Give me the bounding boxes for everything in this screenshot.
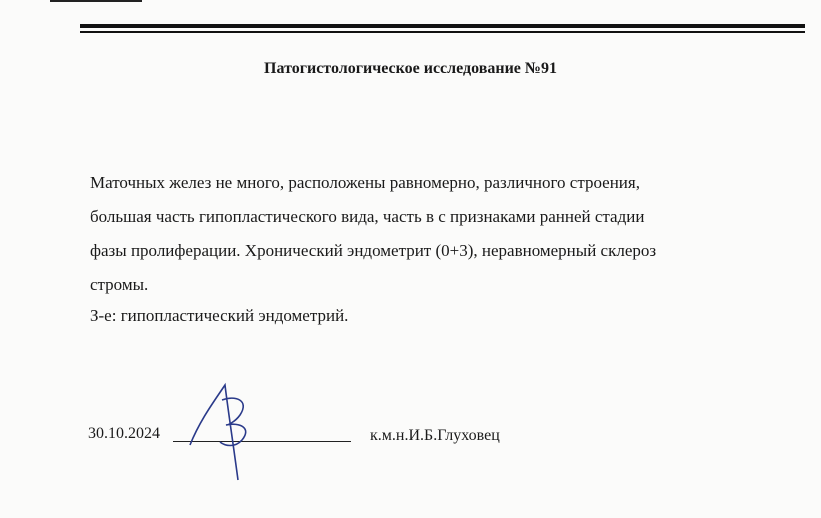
- handwritten-signature: [180, 380, 260, 485]
- paragraph-line: фазы пролиферации. Хронический эндометрит (0+3), неравномерный склероз: [90, 241, 657, 260]
- paragraph-line: большая часть гипопластического вида, часть в с признаками ранней стадии: [90, 207, 645, 226]
- date: 30.10.2024: [88, 425, 160, 442]
- header-rule-thin: [80, 31, 805, 33]
- document-body: [90, 166, 790, 330]
- author-signature-name: к.м.н.И.Б.Глуховец: [370, 427, 500, 444]
- conclusion: З-е: гипопластический эндометрий.: [90, 306, 349, 325]
- paragraph-line: стромы.: [90, 275, 149, 294]
- document-title: Патогистологическое исследование №91: [264, 60, 557, 77]
- header-rule-thick: [80, 24, 805, 28]
- top-edge-mark: [50, 0, 142, 2]
- paragraph-line: Маточных желез не много, расположены равномерно, различного строения,: [90, 173, 640, 192]
